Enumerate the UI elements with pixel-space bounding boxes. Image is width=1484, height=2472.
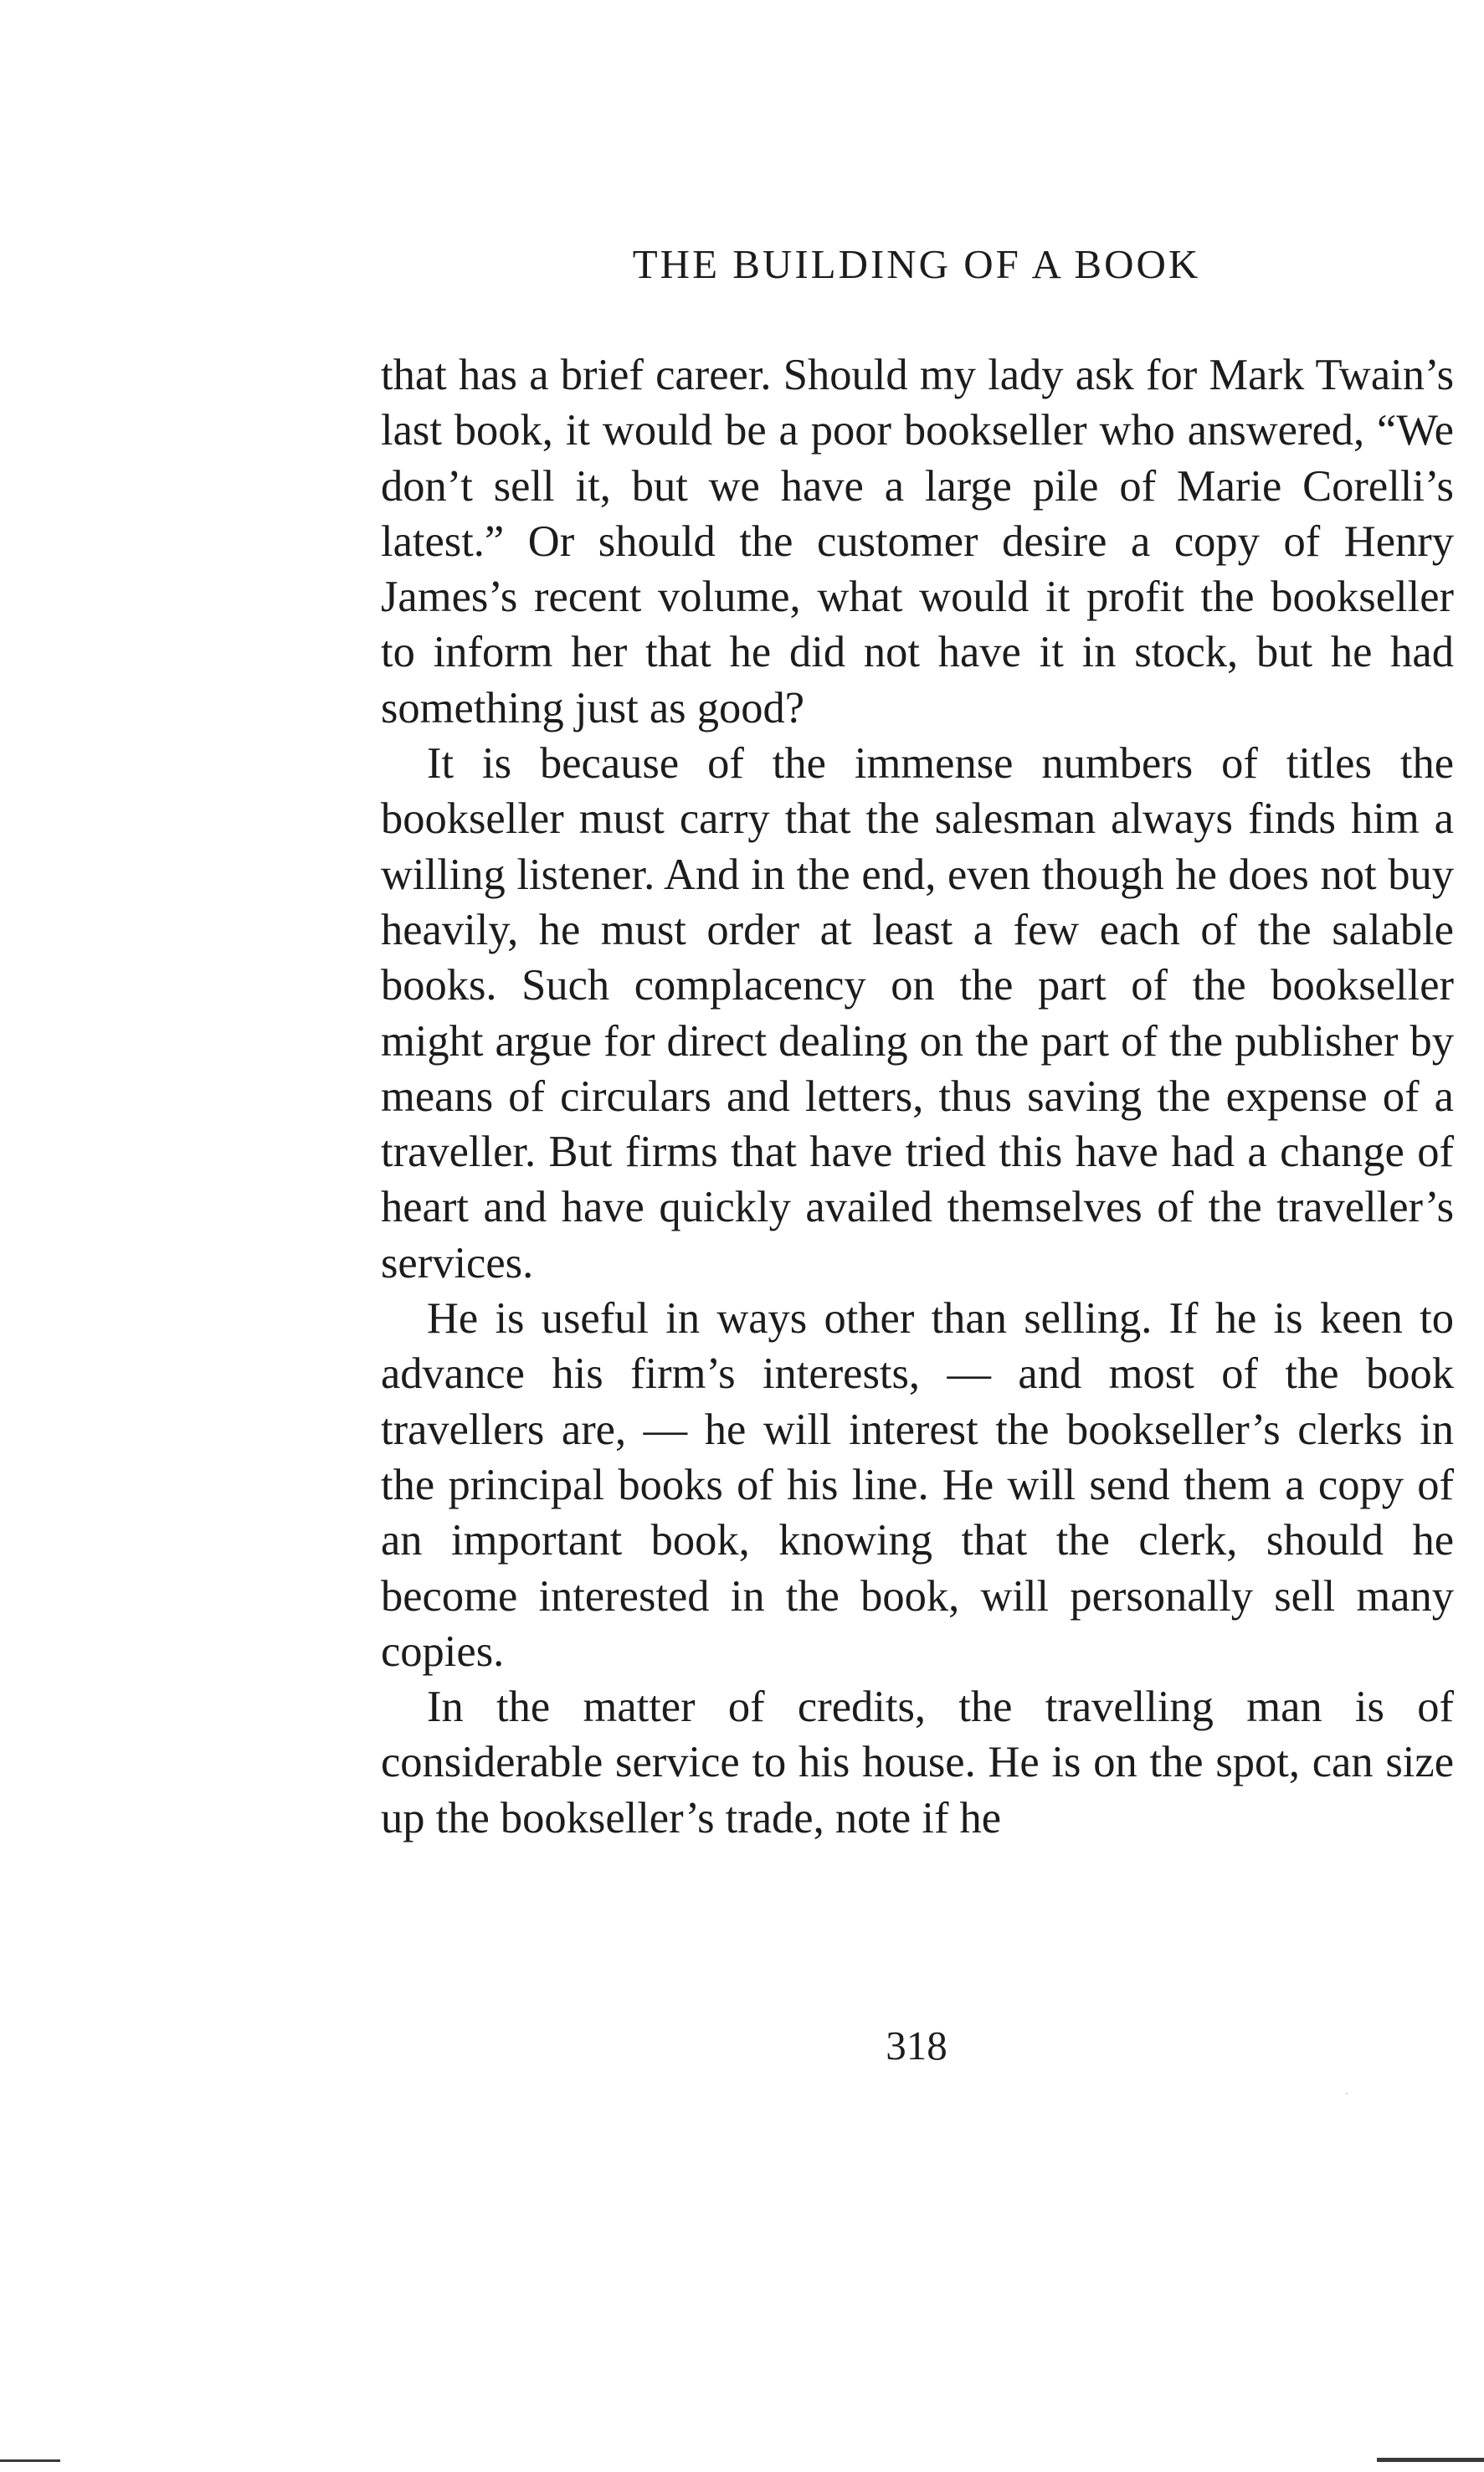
page-number: 318 [886, 2022, 947, 2069]
scan-edge-mark-right [1377, 2458, 1484, 2462]
body-text [381, 347, 1454, 1846]
scan-edge-mark-left [0, 2459, 60, 2462]
paragraph-continued: that has a brief career. Should my lady ask for Mark Twain’s last book, it would be a poor bookseller who answered, “We don’t sell it, but we have a large pile of Marie Corelli’s latest.” Or should the customer desire a copy of Henry James’s recent volume, what would it profit the bookseller to inform her that he did not have it in stock, but he had something just as good? [381, 351, 1454, 732]
paragraph: He is useful in ways other than selling. If he is keen to advance his firm’s interests, — and most of the book travellers are, — he will interest the bookseller’s clerks in the principal books of his line. He will send them a copy of an important book, knowing that the clerk, should he become interested in the book, will personally sell many copies. [381, 1294, 1454, 1676]
scan-speck [1346, 2093, 1348, 2094]
paragraph: It is because of the immense numbers of titles the bookseller must carry that the salesman always finds him a willing listener. And in the end, even though he does not buy heavily, he must order at least a few each of the salable books. Such complacency on the part of the bookseller might argue for direct dealing on the part of the publisher by means of circulars and letters, thus saving the expense of a traveller. But firms that have tried this have had a change of heart and have quickly availed themselves of the traveller’s services. [381, 739, 1454, 1287]
paragraph: In the matter of credits, the travelling man is of considerable service to his house. He is on the spot, can size up the bookseller’s trade, note if he [381, 1683, 1454, 1842]
running-head: THE BUILDING OF A BOOK [632, 241, 1201, 287]
